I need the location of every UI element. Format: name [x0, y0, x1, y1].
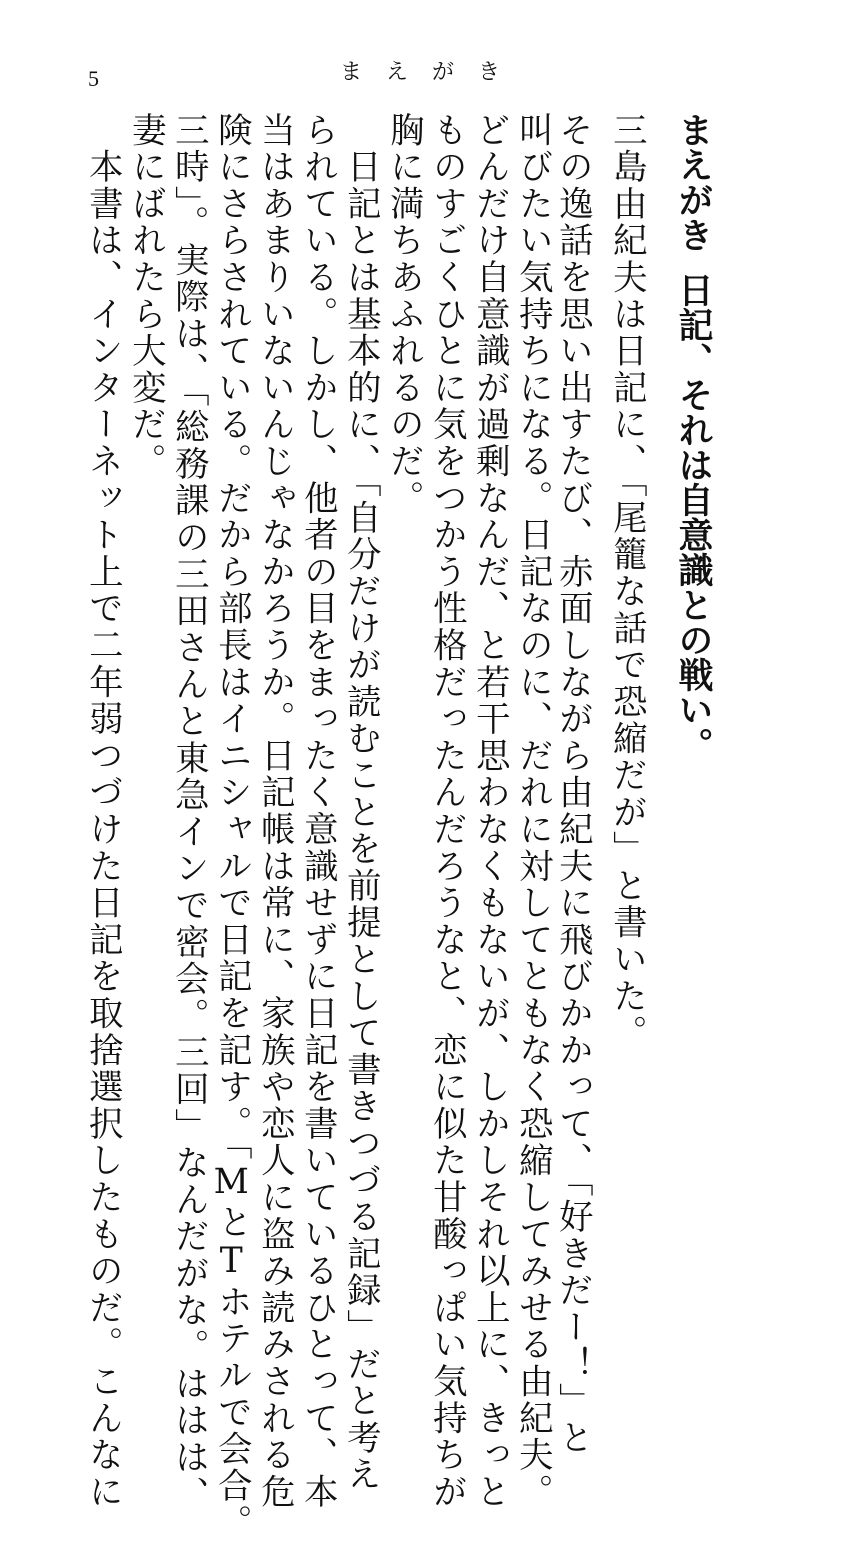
body-line: 本書は、インターネット上で二年弱つづけた日記を取捨選択したものだ。こんなに: [82, 112, 123, 1511]
body-line: 妻にばれたら大変だ。: [125, 112, 166, 480]
body-line: 叫びたい気持ちになる。日記なのに、だれに対してともなく恐縮してみせる由紀夫。: [512, 112, 553, 1511]
chapter-title-label: まえがき: [673, 112, 713, 252]
running-head-char: き: [477, 60, 500, 85]
running-head-char: え: [385, 60, 408, 85]
running-head: [340, 62, 500, 84]
running-head-char: が: [431, 60, 454, 85]
chapter-title-subtitle: 日記、それは自意識との戦い。: [673, 272, 713, 762]
body-line: 三時」。実際は、「総務課の三田さんと東急インで密会。三回」なんだがな。ははは、: [168, 112, 209, 1513]
body-line: その逸話を思い出すたび、赤面しながら由紀夫に飛びかかって、「好きだー！」と: [552, 112, 593, 1457]
running-head-char: ま: [340, 60, 363, 85]
body-line: 胸に満ちあふれるのだ。: [383, 112, 424, 517]
chapter-title: [672, 112, 714, 762]
page-number: 5: [88, 66, 99, 91]
body-line: どんだけ自意識が過剰なんだ、と若干思わなくもないが、しかしそれ以上に、きっと: [469, 112, 510, 1511]
body-line: ものすごくひとに気をつかう性格だったんだろうなと、恋に似た甘酸っぱい気持ちが: [426, 112, 467, 1511]
body-line: 当はあまりいないんじゃなかろうか。日記帳は常に、家族や恋人に盗み読みされる危: [254, 112, 295, 1511]
body-line: 日記とは基本的に、「自分だけが読むことを前提として書きつづる記録」だと考え: [340, 112, 381, 1494]
body-line: 険にさらされている。だから部長はイニシャルで日記を記す。「MとTホテルで会合。: [211, 112, 252, 1541]
body-line: られている。しかし、他者の目をまったく意識せずに日記を書いているひとって、本: [297, 112, 338, 1511]
body-line: 三島由紀夫は日記に、「尾籠な話で恐縮だが」と書いた。: [606, 112, 647, 1052]
